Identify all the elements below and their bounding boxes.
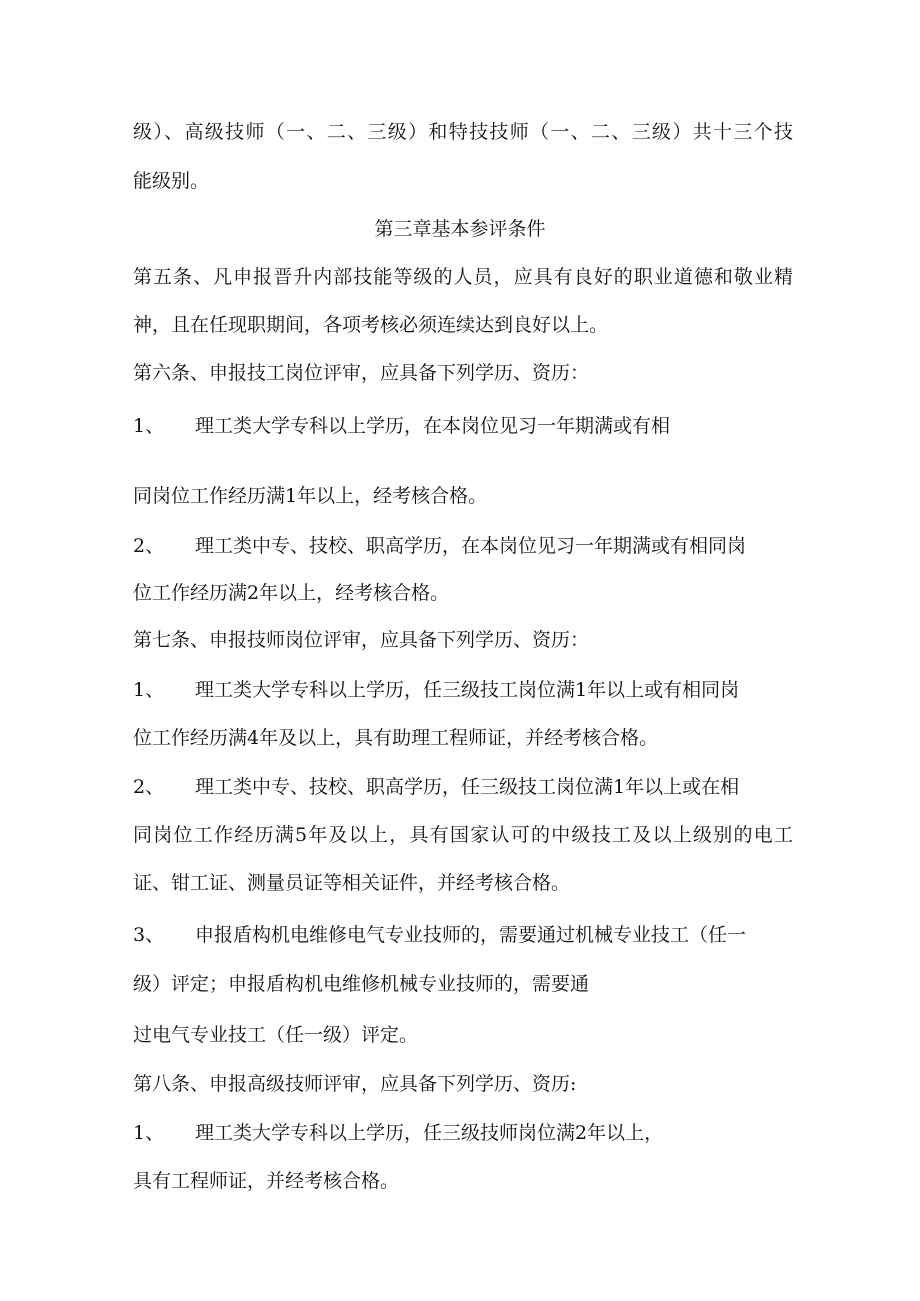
- text-line: 位工作经历满4年及以上，具有助理工程师证，并经考核合格。: [133, 727, 659, 749]
- item-text: 理工类中专、技校、职高学历，任三级技工岗位满1年以上或在相: [195, 776, 740, 798]
- list-item: [133, 922, 793, 948]
- list-item: [133, 774, 793, 800]
- text-line: 能级别。: [133, 170, 210, 192]
- item-number: 2、: [133, 776, 165, 798]
- text-line: 级）、高级技师（一、二、三级）和特技技师（一、二、三级）共十三个技: [133, 121, 793, 143]
- item-number: 2、: [133, 535, 165, 557]
- text-line: 第五条、凡申报晋升内部技能等级的人员，应具有良好的职业道德和敬业精: [133, 266, 793, 288]
- list-item: [133, 1120, 793, 1146]
- article-heading: 第六条、申报技工岗位评审，应具备下列学历、资历：: [133, 362, 590, 384]
- list-item: [133, 677, 793, 703]
- text-line: 证、钳工证、测量员证等相关证件，并经考核合格。: [133, 872, 571, 894]
- article-heading: 第八条、申报高级技师评审，应具备下列学历、资历:: [133, 1073, 577, 1095]
- item-text: 理工类大学专科以上学历，在本岗位见习一年期满或有相: [195, 415, 671, 437]
- item-number: 3、: [133, 924, 165, 946]
- text-line: 具有工程师证，并经考核合格。: [133, 1170, 400, 1192]
- text-line: 位工作经历满2年以上，经考核合格。: [133, 582, 450, 604]
- text-line: 过电气专业技工（任一级）评定。: [133, 1024, 419, 1046]
- text-line: 神，且在任现职期间，各项考核必须连续达到良好以上。: [133, 314, 609, 336]
- text-line: 同岗位工作经历满1年以上，经考核合格。: [133, 485, 488, 507]
- chapter-heading: 第三章基本参评条件: [374, 218, 546, 240]
- item-text: 理工类大学专科以上学历，任三级技工岗位满1年以上或有相同岗: [195, 679, 740, 701]
- list-item: [133, 413, 793, 439]
- item-number: 1、: [133, 679, 165, 701]
- item-text: 申报盾构机电维修电气专业技师的，需要通过机械专业技工（任一: [195, 924, 747, 946]
- text-line: 同岗位工作经历满5年及以上，具有国家认可的中级技工及以上级别的电工: [133, 824, 793, 846]
- article-heading: 第七条、申报技师岗位评审，应具备下列学历、资历：: [133, 629, 590, 651]
- item-number: 1、: [133, 1122, 165, 1144]
- item-number: 1、: [133, 415, 165, 437]
- item-text: 理工类大学专科以上学历，任三级技师岗位满2年以上，: [195, 1122, 664, 1144]
- list-item: [133, 533, 793, 559]
- item-text: 理工类中专、技校、职高学历，在本岗位见习一年期满或有相同岗: [195, 535, 747, 557]
- text-line: 级）评定；申报盾构机电维修机械专业技师的，需要通: [133, 973, 590, 995]
